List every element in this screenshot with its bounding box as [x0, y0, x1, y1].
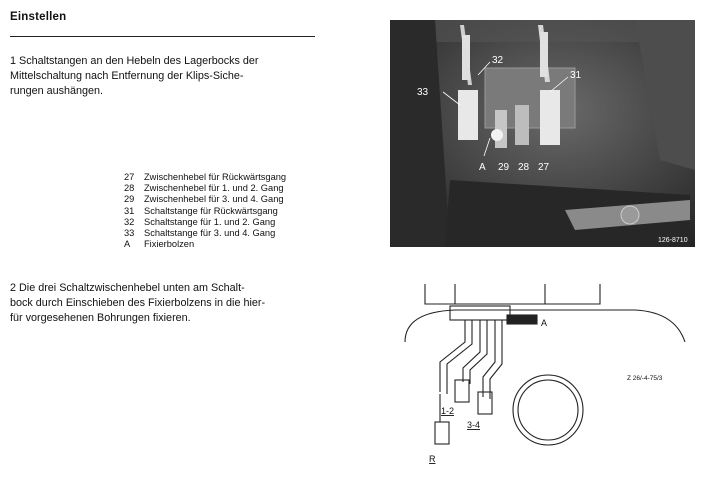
- step-1-line: 1 Schaltstangen an den Hebeln des Lagerbocks der: [10, 55, 259, 67]
- step-1-text: [10, 54, 310, 99]
- step-1-line: rungen aushängen.: [10, 85, 104, 97]
- parts-legend: [124, 172, 286, 250]
- legend-text: Zwischenhebel für Rückwärtsgang: [144, 172, 287, 182]
- lever-rod-r-inner: [447, 320, 472, 394]
- legend-number: A: [124, 239, 131, 250]
- linkage-photo: [390, 20, 695, 247]
- step-2-line: für vorgesehenen Bohrungen fixieren.: [10, 312, 191, 324]
- tunnel-ring-outer: [513, 375, 583, 445]
- heading-rule: [10, 36, 315, 37]
- legend-text: Fixierbolzen: [144, 239, 195, 250]
- lever-28: [515, 105, 529, 145]
- lever-29: [495, 110, 507, 148]
- photo-label-28: 28: [518, 162, 530, 173]
- photo-code: 126-8710: [658, 237, 688, 244]
- drawing-label-r: R: [429, 454, 436, 464]
- rod-spring-31: [540, 32, 548, 77]
- legend-row: [124, 228, 286, 239]
- photo-label-27: 27: [538, 162, 550, 173]
- legend-row: [124, 183, 286, 194]
- legend-number: 33: [124, 228, 135, 239]
- legend-row: [124, 217, 286, 228]
- photo-label-31: 31: [570, 70, 582, 81]
- lever-rod-r: [440, 320, 465, 392]
- fixing-bolt: [491, 129, 503, 141]
- rod-spring-33: [462, 35, 470, 80]
- legend-text: Schaltstange für 1. und 2. Gang: [144, 216, 276, 227]
- legend-number: 32: [124, 216, 135, 227]
- lever-33: [458, 90, 478, 140]
- photo-label-29: 29: [498, 162, 510, 173]
- legend-number: 27: [124, 172, 135, 182]
- drawing-label-1-2: 1-2: [441, 406, 455, 416]
- legend-row: [124, 239, 286, 250]
- lever-end-r: [435, 422, 449, 444]
- photo-label-33: 33: [417, 87, 429, 98]
- drawing-code: Z 26/-4-75/3: [627, 375, 663, 382]
- legend-number: 29: [124, 194, 135, 205]
- drawing-label-3-4: 3-4: [467, 420, 481, 430]
- fixing-bolt-a: [507, 315, 537, 324]
- lever-bearing-block: [450, 306, 510, 320]
- tunnel-ring-inner: [518, 380, 578, 440]
- legend-text: Schaltstange für Rückwärtsgang: [144, 205, 278, 216]
- lever-rod-3-4-inner: [490, 320, 502, 399]
- step-2-line: bock durch Einschieben des Fixierbolzens in die hier-: [10, 297, 266, 309]
- linkage-drawing: [395, 282, 700, 472]
- photo-label-32: 32: [492, 55, 504, 66]
- section-heading: Einstellen: [10, 11, 67, 23]
- step-2-line: 2 Die drei Schaltzwischenhebel unten am Schalt-: [10, 282, 245, 294]
- photo-nut: [621, 206, 639, 224]
- legend-number: 28: [124, 183, 135, 194]
- lever-27: [540, 90, 560, 145]
- legend-text: Zwischenhebel für 3. und 4. Gang: [144, 194, 284, 205]
- legend-text: Zwischenhebel für 1. und 2. Gang: [144, 183, 284, 194]
- legend-row: [124, 172, 286, 183]
- step-2-text: [10, 281, 310, 326]
- lever-rod-3-4: [483, 320, 495, 397]
- legend-text: Schaltstange für 3. und 4. Gang: [144, 228, 276, 239]
- step-1-line: Mittelschaltung nach Entfernung der Klips-Siche-: [10, 70, 244, 82]
- gearbox-outline: [425, 284, 600, 304]
- legend-row: [124, 206, 286, 217]
- legend-number: 31: [124, 205, 135, 216]
- drawing-label-a: A: [541, 318, 548, 328]
- lever-end-1-2: [455, 380, 469, 402]
- legend-row: [124, 194, 286, 205]
- linkage-photo-svg: [390, 20, 695, 247]
- linkage-drawing-svg: [395, 282, 700, 472]
- photo-label-a: A: [479, 162, 486, 173]
